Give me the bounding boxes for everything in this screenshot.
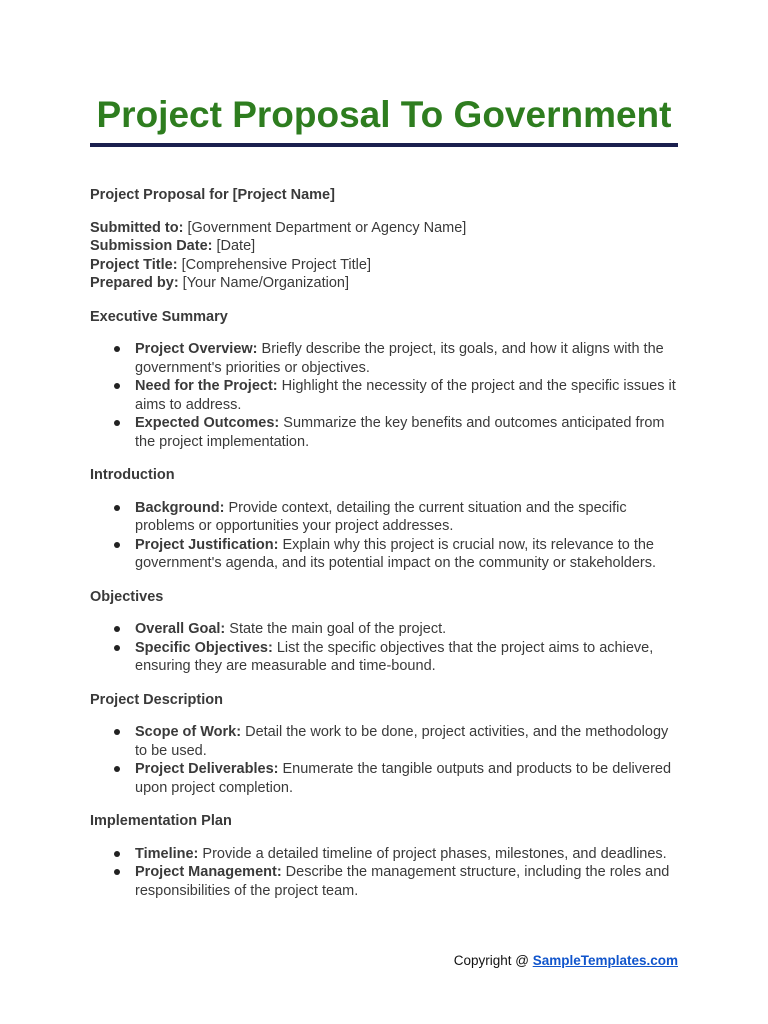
meta-value: [Date] [212,238,256,254]
item-term: Timeline: [135,845,199,862]
item-term: Need for the Project: [135,378,278,394]
meta-label: Prepared by: [90,275,179,291]
item-term: Project Justification: [135,536,279,553]
list-item [90,414,678,451]
item-text: Provide context, detailing the current situation and the specific problems or opportunities your project addresses. [135,499,627,534]
proposal-heading: Project Proposal for [Project Name] [90,187,335,203]
item-term: Overall Goal: [135,621,226,637]
item-text: Briefly describe the project, its goals, and how it aligns with the government's priorities or objectives. [135,341,664,376]
list-item [90,760,678,797]
introduction-list [90,499,678,573]
list-item [90,639,678,676]
item-text: State the main goal of the project. [225,621,447,637]
meta-label: Submission Date: [90,238,213,254]
list-item [90,845,678,864]
item-term: Project Overview: [135,341,258,357]
section-heading-introduction: Introduction [90,467,175,483]
item-term: Project Management: [135,864,282,880]
executive-summary-list [90,340,678,451]
project-description-list [90,723,678,797]
meta-block [90,219,678,293]
copyright-footer [454,953,678,968]
meta-row [90,219,678,238]
item-text: Enumerate the tangible outputs and products to be delivered upon project completion. [135,761,672,796]
meta-value: [Your Name/Organization] [178,275,349,291]
item-term: Expected Outcomes: [135,415,280,431]
meta-label: Submitted to: [90,219,184,236]
meta-row [90,274,678,293]
document-title: Project Proposal To Government [96,94,672,135]
list-item [90,536,678,573]
item-text: List the specific objectives that the project aims to achieve, ensuring they are measurable and time-bound. [135,639,654,674]
meta-row [90,256,678,275]
section-heading-project-description: Project Description [90,691,223,708]
item-text: Highlight the necessity of the project and the specific issues it aims to address. [135,378,676,413]
item-text: Summarize the key benefits and outcomes anticipated from the project implementation. [135,415,665,450]
meta-row [90,237,678,256]
list-item [90,377,678,414]
document-body [90,186,678,915]
section-heading-executive-summary: Executive Summary [90,308,228,325]
meta-value: [Government Department or Agency Name] [183,219,467,236]
list-item [90,863,678,900]
list-item [90,499,678,536]
list-item [90,723,678,760]
meta-value: [Comprehensive Project Title] [177,256,371,273]
item-text: Detail the work to be done, project activities, and the methodology to be used. [135,724,669,759]
title-divider [90,143,678,147]
section-heading-objectives: Objectives [90,588,164,605]
list-item [90,340,678,377]
item-term: Scope of Work: [135,724,242,740]
copyright-text: Copyright @ [453,953,533,968]
list-item [90,620,678,639]
item-text: Explain why this project is crucial now, its relevance to the government's agenda, and its potential impact on the community or stakeholders. [135,536,657,571]
item-term: Specific Objectives: [135,639,273,656]
objectives-list [90,620,678,676]
meta-label: Project Title: [90,256,178,273]
item-text: Describe the management structure, including the roles and responsibilities of the project team. [135,864,670,899]
item-term: Background: [135,499,225,516]
implementation-plan-list [90,845,678,901]
section-heading-implementation-plan: Implementation Plan [90,813,232,829]
item-term: Project Deliverables: [135,761,279,777]
item-text: Provide a detailed timeline of project phases, milestones, and deadlines. [198,845,667,862]
sampletemplates-link[interactable]: SampleTemplates.com [532,953,678,968]
